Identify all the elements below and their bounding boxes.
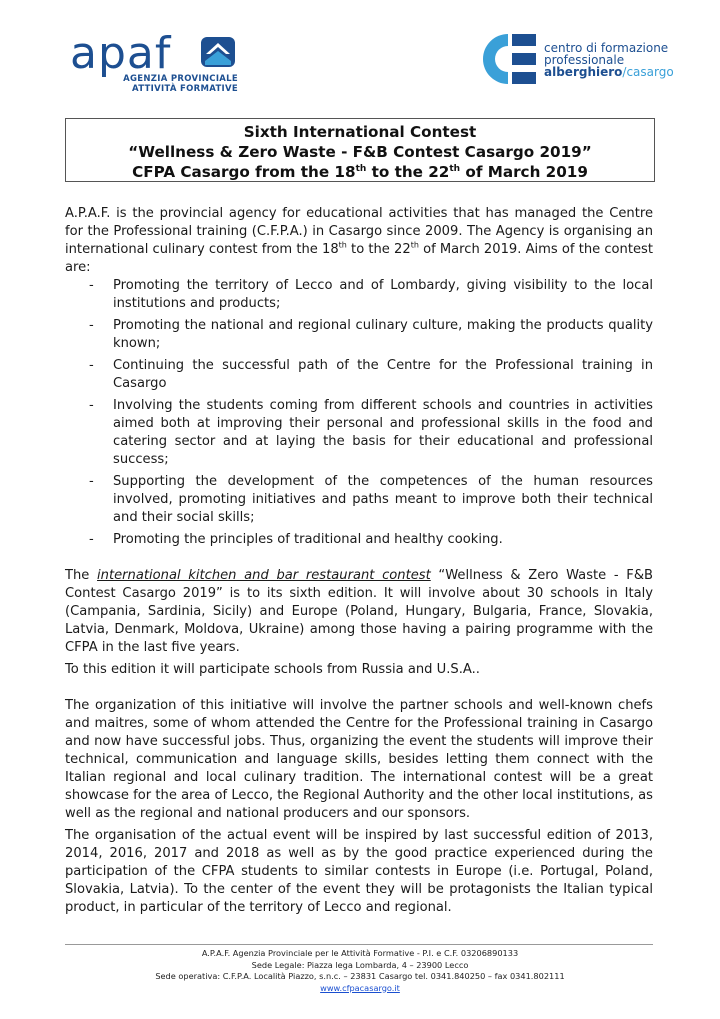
list-item	[65, 531, 653, 549]
contest-post: “Wellness & Zero Waste - F&B Contest Casargo 2019” is to its sixth edition. It will involve about 30 schools in Italy (Campania, Sardinia, Sicily) and Europe (Poland, Hungary, Bulgaria, France, Slovakia, Latvia, Denmark, Moldova, Ukraine) among those having a pairing programme with the CFPA in the last five years.	[65, 568, 654, 655]
title-line3-pre: CFPA Casargo from the 18	[132, 163, 356, 181]
contest-pre: The	[65, 568, 98, 583]
list-item	[65, 277, 653, 313]
footer-line2: Sede Legale: Piazza lega Lombarda, 4 – 23900 Lecco	[251, 959, 469, 970]
bullet-dash: -	[89, 318, 94, 333]
aim-text: Involving the students coming from different schools and countries in activities aimed both at improving their personal and professional skills in the food and catering sector and at laying the basis for their educational and professional success;	[113, 398, 653, 467]
contest-link[interactable]: international kitchen and bar restaurant contest	[97, 568, 431, 583]
title-line3-sup1: th	[355, 163, 367, 174]
title-box	[65, 118, 655, 182]
aim-text: Promoting the national and regional culinary culture, making the products quality known;	[113, 318, 653, 351]
list-item	[65, 397, 653, 469]
bullet-dash: -	[89, 278, 94, 293]
apaf-logo	[70, 30, 240, 100]
bullet-dash: -	[89, 474, 94, 489]
intro-text2: to the 22	[346, 242, 411, 257]
aim-text: Promoting the territory of Lecco and of Lombardy, giving visibility to the local institutions and products;	[113, 278, 653, 311]
title-line2: “Wellness & Zero Waste - F&B Contest Casargo 2019”	[128, 143, 592, 161]
cfpa-ce-logo-icon	[478, 30, 540, 88]
list-item	[65, 473, 653, 527]
organisation-event-paragraph: The organisation of the actual event will be inspired by last successful edition of 2013, 2014, 2016, 2017 and 2018 as well as by the good practice experienced during the participation of the CFPA students to similar contests in Europe (i.e. Portugal, Poland, Slovakia, Latvia). To the center of the event they will be protagonists the Italian typical product, in particular of the territory of Lecco and regional.	[65, 828, 653, 915]
bullet-dash: -	[89, 358, 94, 373]
aim-text: Continuing the successful path of the Centre for the Professional training in Casargo	[113, 358, 653, 391]
aims-list	[65, 277, 653, 549]
list-item	[65, 317, 653, 353]
apaf-house-icon	[198, 34, 238, 70]
apaf-logo-line1: AGENZIA PROVINCIALE	[123, 74, 238, 84]
title-line3-sup2: th	[449, 163, 461, 174]
intro-text1: A.P.A.F. is the provincial agency for educational activities that has managed the Centre for the Professional training (C.F.P.A.) in Casargo since 2009. The Agency is organising an international culinary contest from the 18	[65, 206, 653, 257]
cfpa-logo-line3-bold: alberghiero	[544, 65, 623, 79]
cfpa-logo-line1: centro di formazione	[544, 41, 669, 55]
aim-text: Promoting the principles of traditional and healthy cooking.	[113, 532, 503, 547]
apaf-logo-line2: ATTIVITÀ FORMATIVE	[132, 84, 238, 94]
title-line3-post: of March 2019	[460, 163, 588, 181]
footer-website-link[interactable]: www.cfpacasargo.it	[320, 982, 400, 993]
bullet-dash: -	[89, 398, 94, 413]
bullet-dash: -	[89, 532, 94, 547]
intro-sup2: th	[410, 240, 419, 250]
cfpa-logo-line2: professionale	[544, 53, 625, 67]
contest-paragraph	[65, 567, 653, 657]
aim-text: Supporting the development of the competences of the human resources involved, promoting initiatives and paths meant to improve both their technical and their social skills;	[113, 474, 653, 525]
footer-divider	[65, 944, 653, 945]
cfpa-logo-line3-light: /casargo	[622, 65, 674, 79]
title-line1: Sixth International Contest	[243, 123, 477, 141]
intro-paragraph	[65, 205, 653, 277]
title-line3	[66, 162, 654, 182]
footer-line1: A.P.A.F. Agenzia Provinciale per le Attività Formative - P.I. e C.F. 03206890133	[201, 948, 519, 958]
cfpa-logo	[478, 30, 674, 88]
footer-line3: Sede operativa: C.F.P.A. Località Piazzo, s.n.c. – 23831 Casargo tel. 0341.840250 – fax 0341.802111	[155, 971, 565, 981]
title-line3-mid: to the 22	[366, 163, 450, 181]
intro-sup1: th	[338, 240, 347, 250]
organization-paragraph: The organization of this initiative will involve the partner schools and well-known chefs and maitres, some of whom attended the Centre for the Professional training in Casargo and now have successful jobs. Thus, organizing the event the students will improve their technical, communication and language skills, besides letting them connect with the Italian regional and local culinary tradition. The international contest will be a great showcase for the area of Lecco, the Regional Authority and the other local institutions, as well as the regional and national producers and our sponsors.	[65, 698, 653, 821]
participants-paragraph: To this edition it will participate schools from Russia and U.S.A..	[65, 662, 480, 677]
apaf-logo-word: apaf	[70, 28, 172, 79]
list-item	[65, 357, 653, 393]
footer	[0, 948, 720, 994]
document-body	[65, 205, 653, 917]
cfpa-logo-line3	[544, 66, 674, 79]
letterhead	[0, 0, 720, 110]
intro-text3: of March 2019. Aims of the contest are:	[65, 242, 654, 275]
